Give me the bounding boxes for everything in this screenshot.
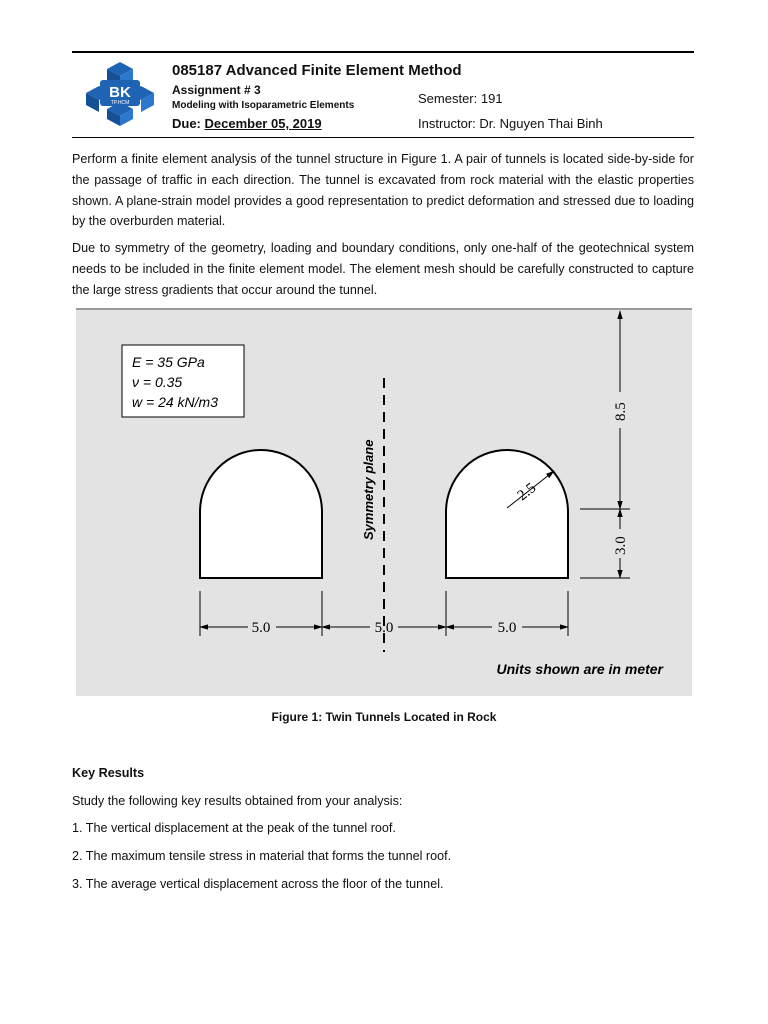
key-result-item: 2. The maximum tensile stress in material that forms the tunnel roof. <box>72 849 452 863</box>
key-result-item: 1. The vertical displacement at the peak of the tunnel roof. <box>72 821 396 835</box>
dim-right-label: 5.0 <box>497 620 517 636</box>
key-results-intro: Study the following key results obtained from your analysis: <box>72 794 403 808</box>
dim-middle-label: 5.0 <box>374 620 394 636</box>
semester: Semester: 191 <box>418 91 503 106</box>
assignment-number: Assignment # 3 <box>172 83 261 97</box>
symmetry-plane-label: Symmetry plane <box>361 439 376 540</box>
due-label: Due: <box>172 116 205 131</box>
bk-logo <box>86 62 154 126</box>
key-results-title: Key Results <box>72 766 145 780</box>
header-top-rule <box>72 51 694 53</box>
prop-unit-weight: w = 24 kN/m3 <box>132 394 218 410</box>
course-title: 085187 Advanced Finite Element Method <box>172 62 462 79</box>
logo-text: BK <box>109 84 131 101</box>
assignment-subtitle: Modeling with Isoparametric Elements <box>172 100 355 111</box>
dim-depth-label: 8.5 <box>613 402 629 421</box>
symmetry-paragraph: Due to symmetry of the geometry, loading and boundary conditions, only one-half of the geotechnical system needs to be included in the finite element model. The element mesh should be carefully constructed to capture the large stress gradients that occur around the tunnel. <box>72 241 694 297</box>
due-line <box>172 116 322 131</box>
radius-label: 2.5 <box>514 480 540 505</box>
left-tunnel <box>200 450 322 578</box>
units-note: Units shown are in meter <box>496 661 663 677</box>
logo-subtext: TP.HCM <box>110 100 130 106</box>
material-properties-box <box>122 345 244 417</box>
key-result-item: 3. The average vertical displacement across the floor of the tunnel. <box>72 877 444 891</box>
dim-left-label: 5.0 <box>251 620 271 636</box>
dim-height-label: 3.0 <box>613 536 629 555</box>
right-tunnel <box>446 450 568 578</box>
figure-caption: Figure 1: Twin Tunnels Located in Rock <box>271 710 497 724</box>
tunnel-figure <box>76 308 692 696</box>
instructor: Instructor: Dr. Nguyen Thai Binh <box>418 116 603 131</box>
due-date: December 05, 2019 <box>204 116 322 131</box>
prop-poisson-ratio: ν = 0.35 <box>132 374 183 390</box>
prop-elastic-modulus: E = 35 GPa <box>132 354 205 370</box>
intro-paragraph: Perform a finite element analysis of the tunnel structure in Figure 1. A pair of tunnels is located side-by-side for the passage of traffic in each direction. The tunnel is excavated from rock material with the elastic properties shown. A plane-strain model provides a good representation to predict deformation and stressed due to loading by the overburden material. <box>72 152 694 229</box>
header-bottom-rule <box>72 137 694 138</box>
